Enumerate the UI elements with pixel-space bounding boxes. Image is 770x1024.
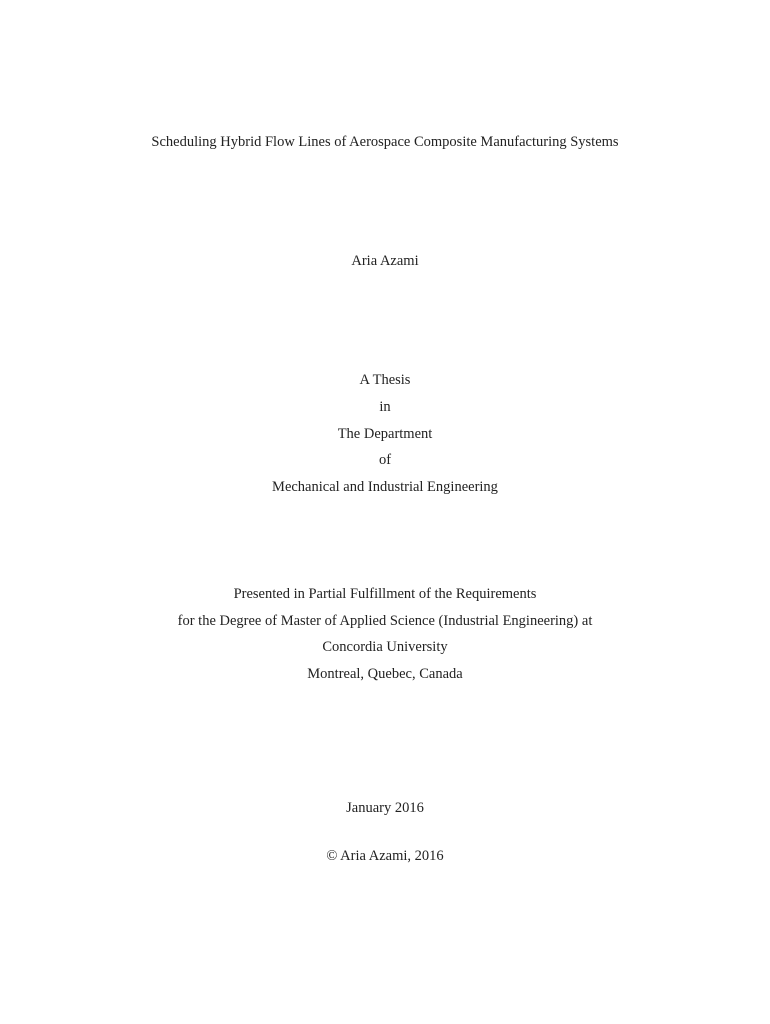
department-name: Mechanical and Industrial Engineering [272,479,498,495]
presented-line-2: for the Degree of Master of Applied Science (Industrial Engineering) at [177,613,593,629]
word-in: in [379,399,391,415]
submission-date: January 2016 [346,800,424,816]
author-name: Aria Azami [351,253,419,269]
university-name: Concordia University [322,639,448,655]
word-of: of [378,452,392,468]
thesis-title: Scheduling Hybrid Flow Lines of Aerospace Composite Manufacturing Systems [151,134,619,150]
copyright-notice: © Aria Azami, 2016 [326,848,444,864]
presented-line-1: Presented in Partial Fulfillment of the Requirements [233,586,537,602]
department-label: The Department [337,426,433,442]
university-location: Montreal, Quebec, Canada [307,666,463,682]
document-type: A Thesis [359,372,411,388]
